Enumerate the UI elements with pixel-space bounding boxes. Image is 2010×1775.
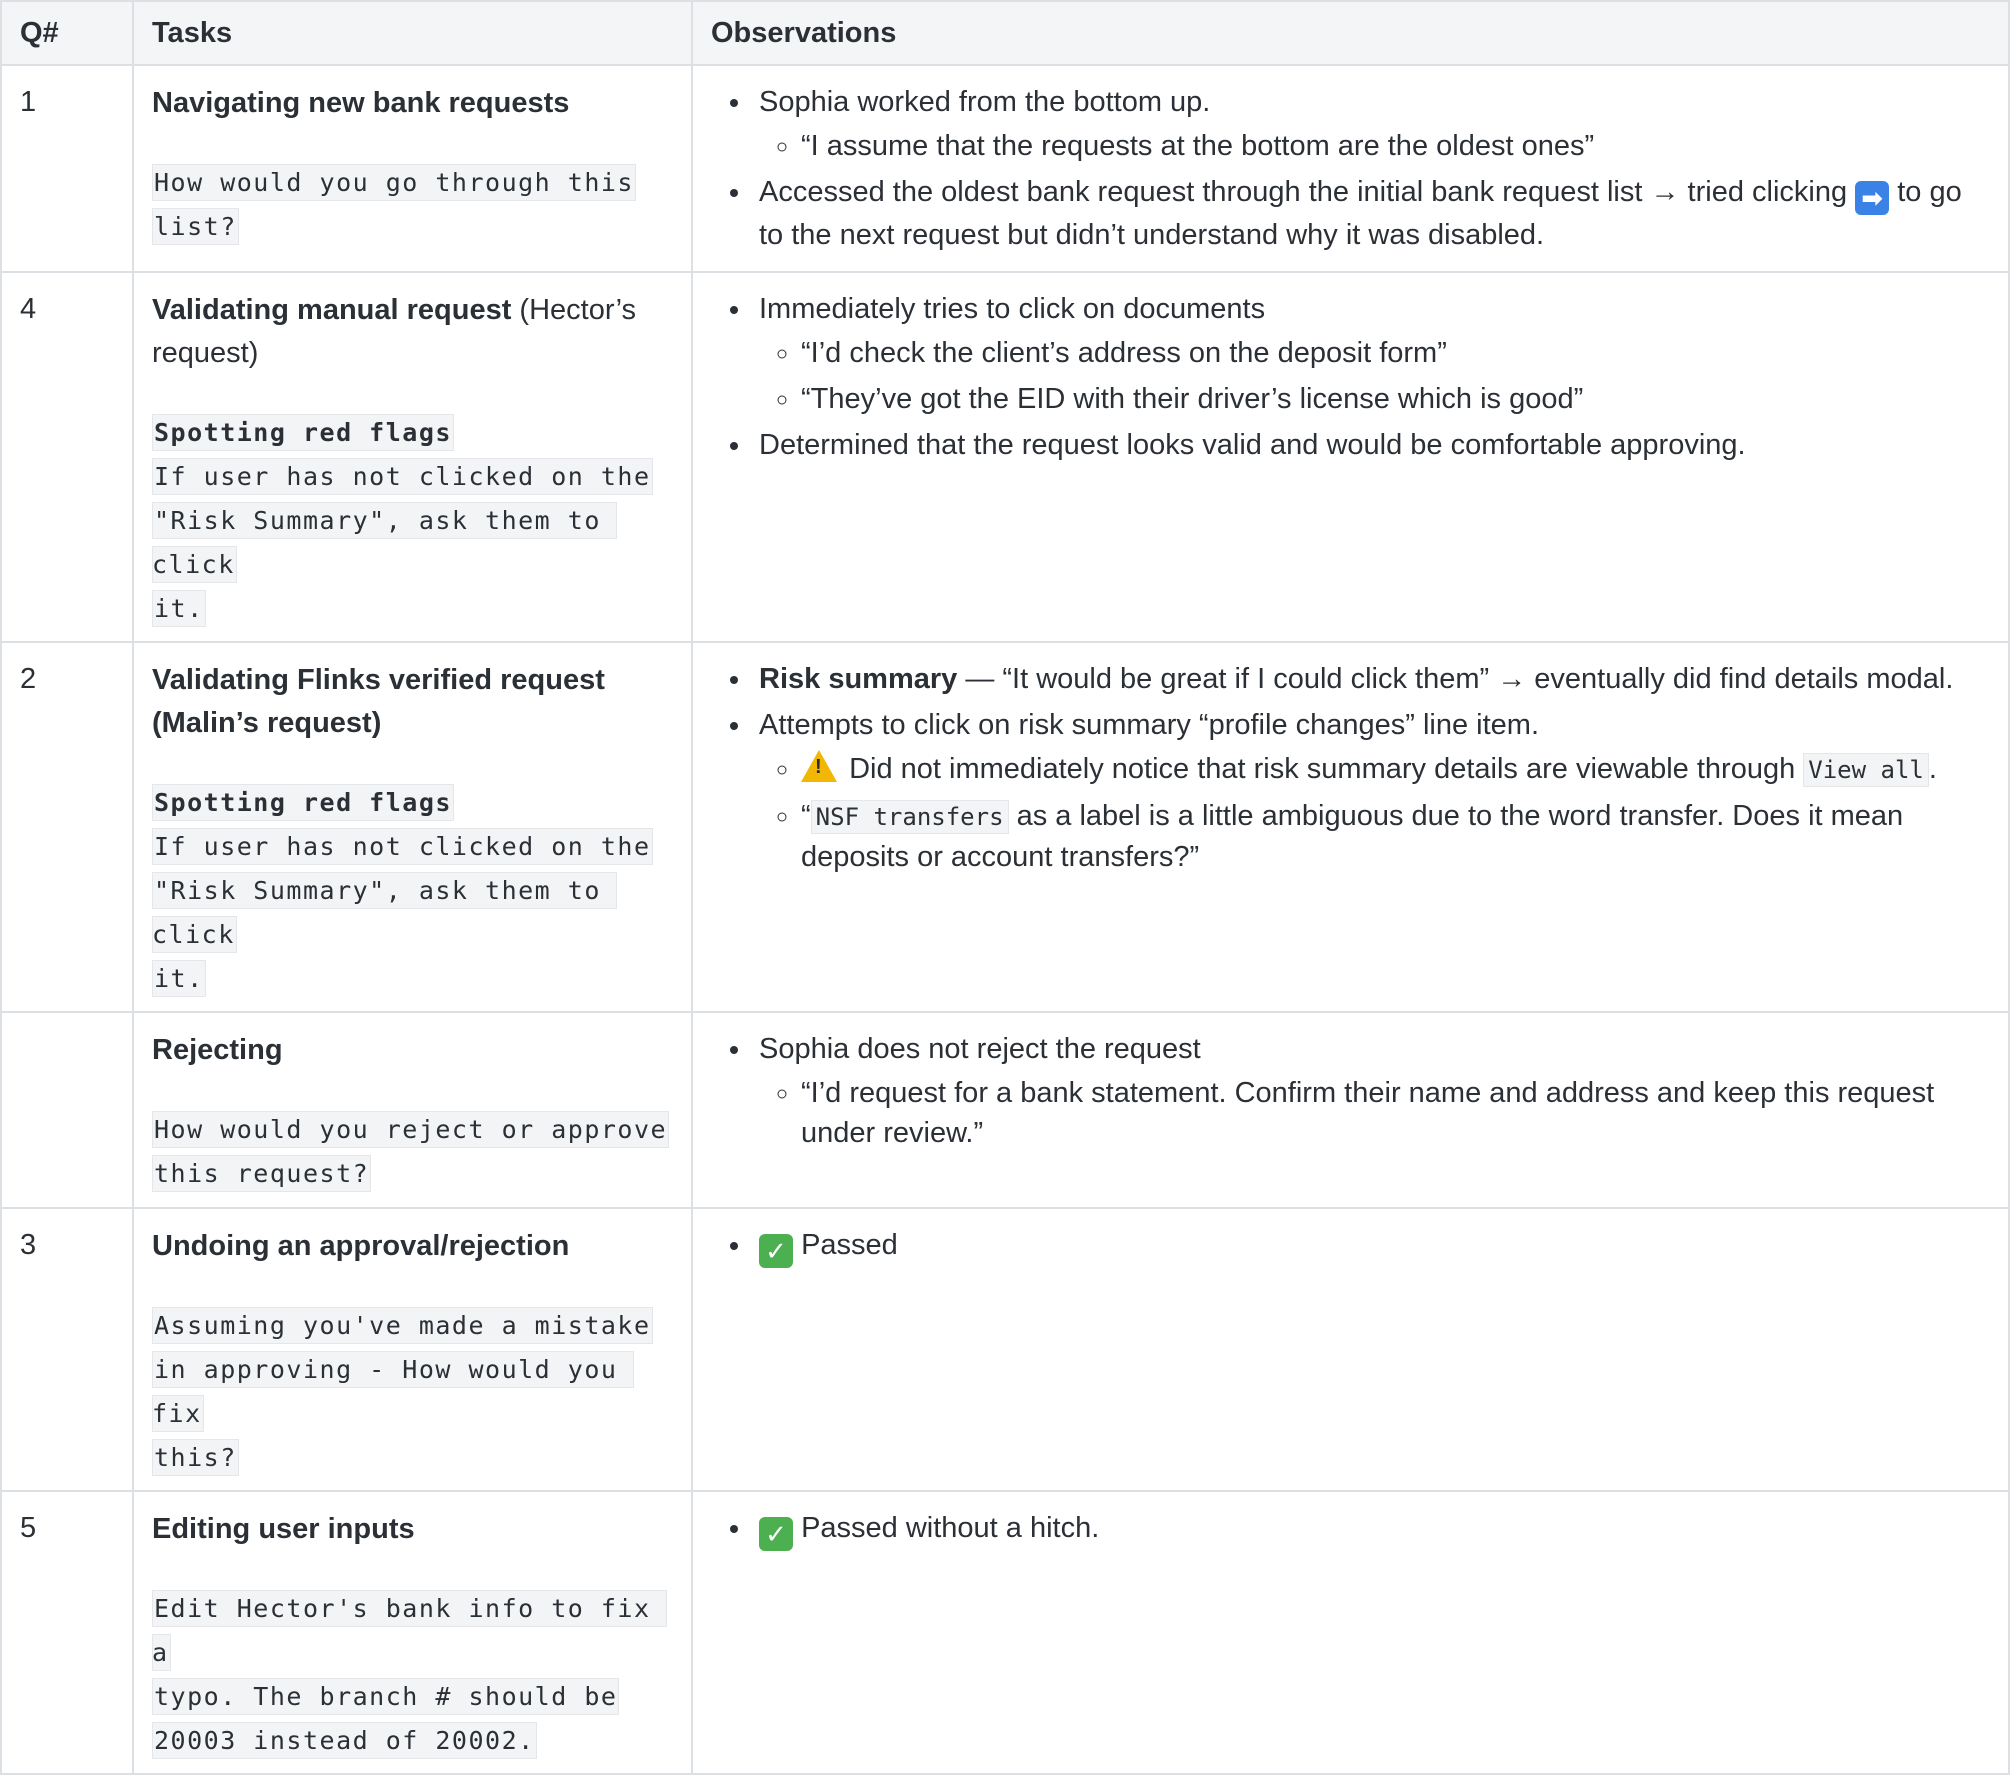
task-cell xyxy=(133,1012,692,1208)
observation-item: • Risk summary — “It would be great if I could click them” → eventually did find details modal. xyxy=(753,659,1990,699)
task-prompt-code: Edit Hector's bank info to fix a typo. The branch # should be 20003 instead of 20002. xyxy=(152,1587,673,1763)
task-title: Rejecting xyxy=(152,1034,283,1066)
question-number: 4 xyxy=(1,272,133,642)
observation-item: • Attempts to click on risk summary “profile changes” line item. ◦ ! Did not immediately notice that risk summary details are viewable through View all . ◦ “ NSF transfers as a label is a little ambiguous due to the word transfer. Does it mean deposits or account transfers?” xyxy=(753,705,1990,877)
observations-cell xyxy=(692,642,2009,1012)
task-cell xyxy=(133,642,692,1012)
warning-icon: ◦ ! xyxy=(801,750,837,782)
observations-cell xyxy=(692,1491,2009,1774)
table-row xyxy=(1,1012,2009,1208)
header-row xyxy=(1,1,2009,65)
observation-item: • Sophia does not reject the request ◦ “I’d request for a bank statement. Confirm their name and address and keep this request under review.” xyxy=(753,1029,1990,1153)
observation-item: • Sophia worked from the bottom up. ◦ “I assume that the requests at the bottom are the oldest ones” xyxy=(753,82,1990,166)
observation-item: • Immediately tries to click on documents ◦ “I’d check the client’s address on the deposit form” ◦ “They’ve got the EID with their driver’s license which is good” xyxy=(753,289,1990,419)
observation-subitem: ◦ “ NSF transfers as a label is a little ambiguous due to the word transfer. Does it mean deposits or account transfers?” xyxy=(801,796,1990,877)
observations-cell xyxy=(692,1012,2009,1208)
table-row xyxy=(1,642,2009,1012)
question-number: 1 xyxy=(1,65,133,272)
check-mark-icon: ✓ xyxy=(759,1234,793,1268)
observation-item: • Accessed the oldest bank request through the initial bank request list → tried clicking ➡ to go to the next request but didn’t understand why it was disabled. xyxy=(753,172,1990,255)
observation-item: • ✓ Passed xyxy=(753,1225,1990,1268)
question-number xyxy=(1,1012,133,1208)
check-mark-icon: ✓ xyxy=(759,1517,793,1551)
task-title: Navigating new bank requests xyxy=(152,87,570,119)
inline-code: NSF transfers xyxy=(811,800,1009,834)
observation-item: • ✓ Passed without a hitch. xyxy=(753,1508,1990,1551)
observations-cell xyxy=(692,272,2009,642)
task-title: Editing user inputs xyxy=(152,1513,415,1545)
table-row xyxy=(1,1491,2009,1774)
task-cell xyxy=(133,65,692,272)
right-arrow-icon: ➡ xyxy=(1855,181,1889,215)
observation-subitem: ◦ “I assume that the requests at the bottom are the oldest ones” xyxy=(801,126,1990,166)
question-number: 3 xyxy=(1,1208,133,1491)
inline-code: View all xyxy=(1803,753,1929,787)
task-prompt-code: How would you reject or approve this request? xyxy=(152,1108,673,1196)
task-title: Undoing an approval/rejection xyxy=(152,1230,570,1262)
task-title: Validating Flinks verified request (Malin’s request) xyxy=(152,664,605,739)
task-title: Validating manual request (Hector’s request) xyxy=(152,294,636,369)
observations-cell xyxy=(692,1208,2009,1491)
task-cell xyxy=(133,272,692,642)
task-prompt-code: Spotting red flags If user has not clicked on the "Risk Summary", ask them to click it. xyxy=(152,411,673,631)
task-cell xyxy=(133,1208,692,1491)
header-q: Q# xyxy=(1,1,133,65)
task-cell xyxy=(133,1491,692,1774)
header-tasks: Tasks xyxy=(133,1,692,65)
observation-subitem: ◦ “I’d check the client’s address on the deposit form” xyxy=(801,333,1990,373)
question-number: 2 xyxy=(1,642,133,1012)
task-prompt-code: How would you go through this list? xyxy=(152,161,673,249)
task-prompt-code: Assuming you've made a mistake in approving - How would you fix this? xyxy=(152,1304,673,1480)
observation-subitem: ◦ “I’d request for a bank statement. Confirm their name and address and keep this request under review.” xyxy=(801,1073,1990,1153)
question-number: 5 xyxy=(1,1491,133,1774)
table-row xyxy=(1,272,2009,642)
observation-subitem: ◦ “They’ve got the EID with their driver’s license which is good” xyxy=(801,379,1990,419)
task-prompt-code: Spotting red flags If user has not clicked on the "Risk Summary", ask them to click it. xyxy=(152,781,673,1001)
observation-subitem: ◦ ! Did not immediately notice that risk summary details are viewable through View all . xyxy=(801,749,1990,790)
table-row xyxy=(1,65,2009,272)
header-observations: Observations xyxy=(692,1,2009,65)
table-row xyxy=(1,1208,2009,1491)
observations-cell xyxy=(692,65,2009,272)
observation-item: • Determined that the request looks valid and would be comfortable approving. xyxy=(753,425,1990,465)
